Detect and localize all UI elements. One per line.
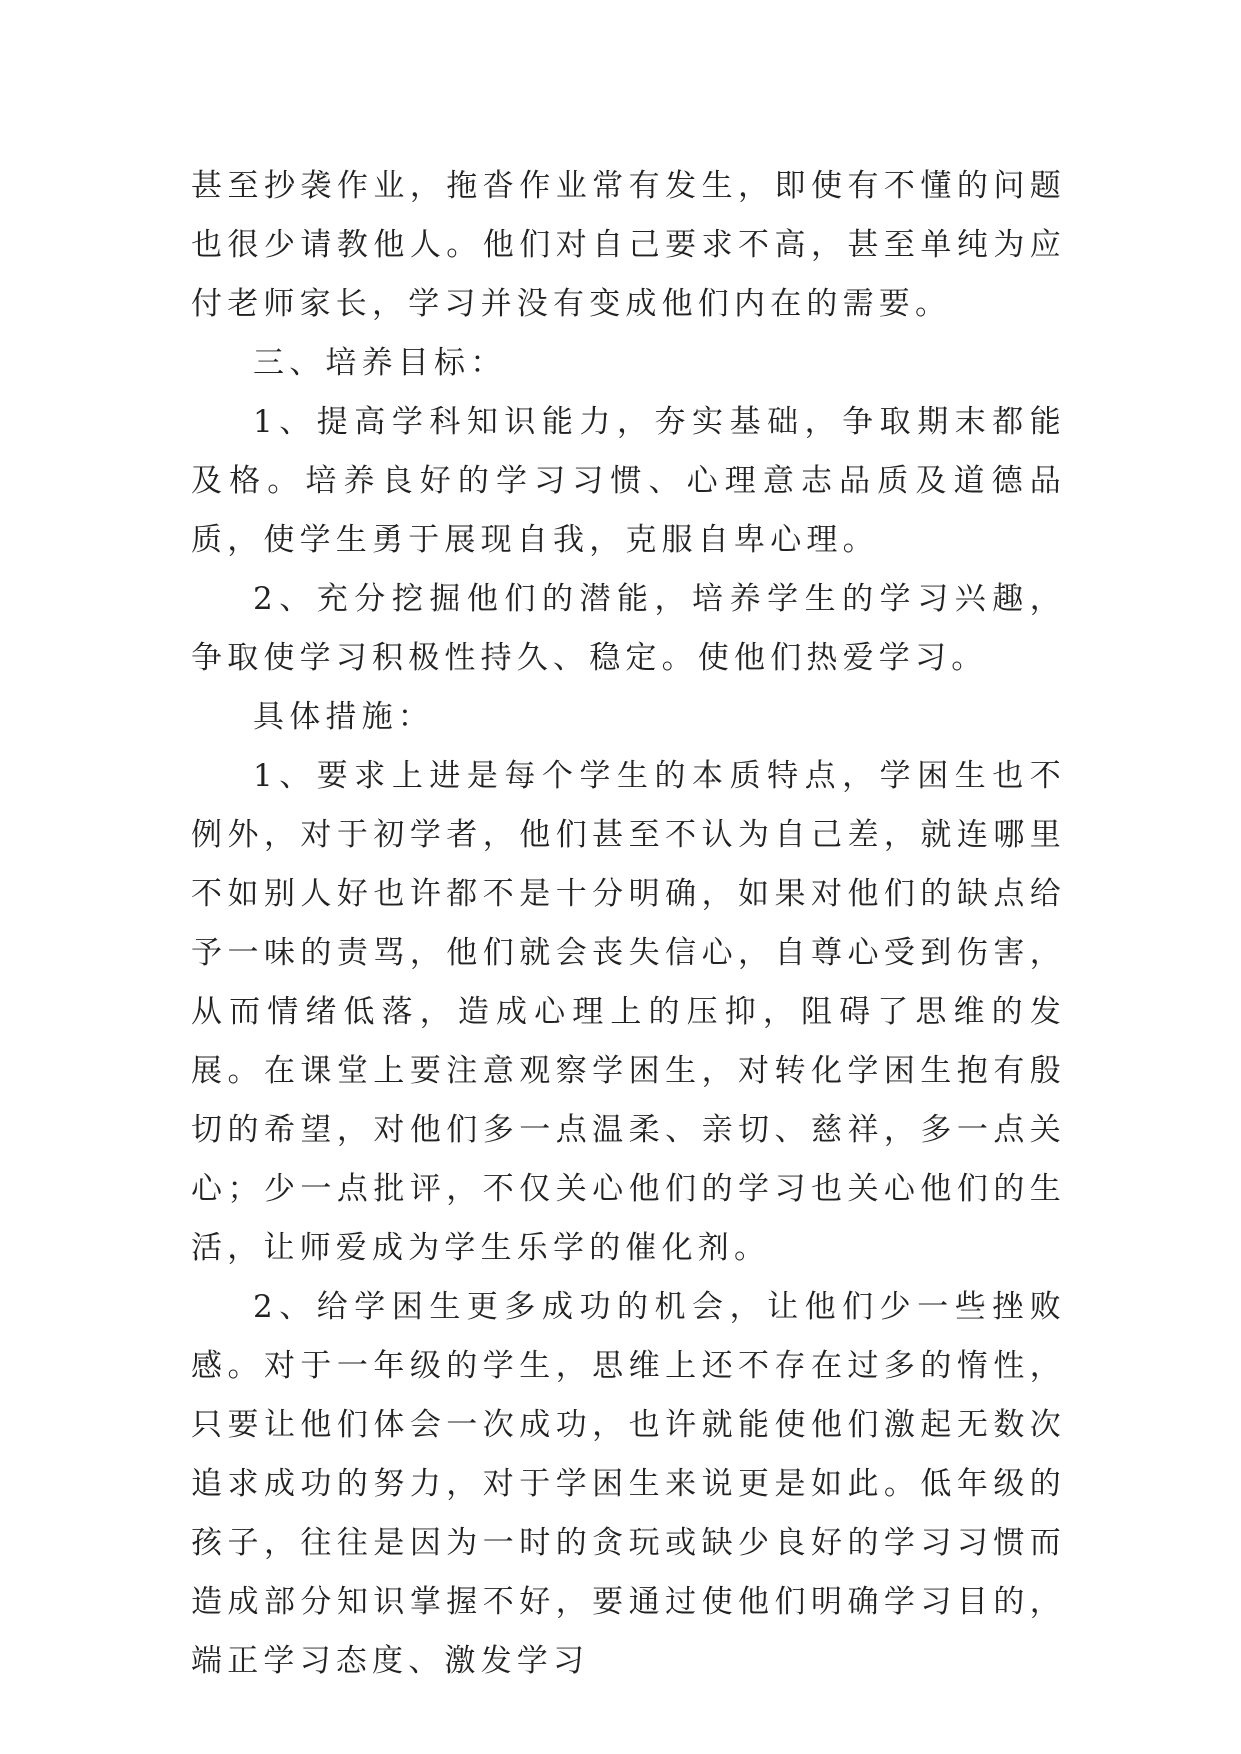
paragraph-1: 甚至抄袭作业，拖沓作业常有发生，即使有不懂的问题也很少请教他人。他们对自己要求不高，甚至单纯为应付老师家长，学习并没有变成他们内在的需要。	[191, 168, 1066, 322]
paragraph-7: 2、给学困生更多成功的机会，让他们少一些挫败感。对于一年级的学生，思维上还不存在过多的惰性，只要让他们体会一次成功，也许就能使他们激起无数次追求成功的努力，对于学困生来说更是如此。低年级的孩子，往往是因为一时的贪玩或缺少良好的学习习惯而造成部分知识掌握不好，要通过使他们明确学习目的，端正学习态度、激发学习	[191, 1289, 1066, 1679]
paragraph-4: 2、充分挖掘他们的潜能，培养学生的学习兴趣，争取使学习积极性持久、稳定。使他们热爱学习。	[191, 581, 1066, 676]
paragraph-5: 具体措施：	[253, 699, 434, 735]
paragraph-6: 1、要求上进是每个学生的本质特点，学困生也不例外，对于初学者，他们甚至不认为自己差，就连哪里不如别人好也许都不是十分明确，如果对他们的缺点给予一味的责骂，他们就会丧失信心，自尊心受到伤害，从而情绪低落，造成心理上的压抑，阻碍了思维的发展。在课堂上要注意观察学困生，对转化学困生抱有殷切的希望，对他们多一点温柔、亲切、慈祥，多一点关心；少一点批评，不仅关心他们的学习也关心他们的生活，让师爱成为学生乐学的催化剂。	[191, 758, 1066, 1266]
paragraph-2: 三、培养目标：	[253, 345, 507, 381]
paragraph-3: 1、提高学科知识能力，夯实基础，争取期末都能及格。培养良好的学习习惯、心理意志品质及道德品质，使学生勇于展现自我，克服自卑心理。	[191, 404, 1066, 558]
document-body	[191, 157, 1066, 1691]
